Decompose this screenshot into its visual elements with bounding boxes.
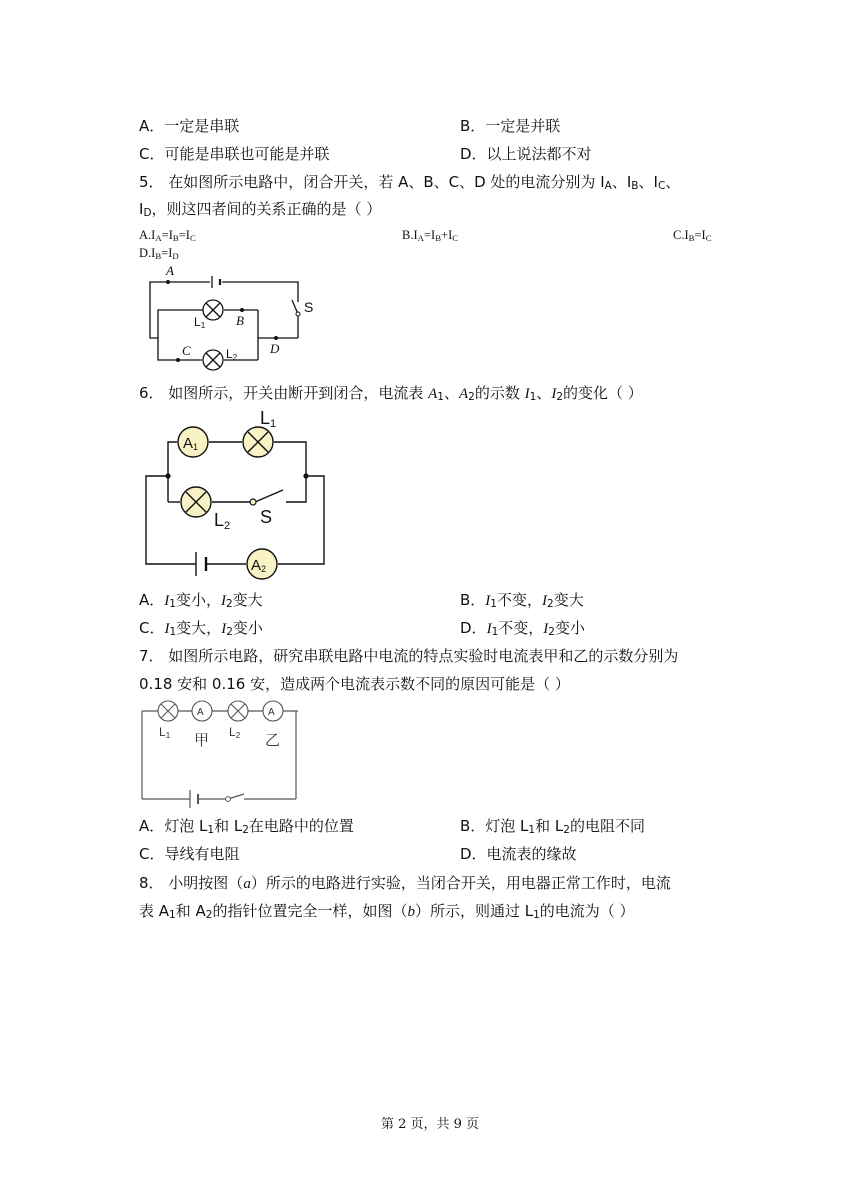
q5-option-b: $B.I_A=I_B+I_C$	[402, 228, 459, 243]
q5-circuit-figure	[138, 262, 318, 374]
q4-option-b: B．一定是并联	[460, 117, 561, 135]
q8-question-line2: 表 $A_1$和 $A_2$的指针位置完全一样，如图（b）所示，则通过 $L_1$的电流为（ ）	[139, 902, 635, 921]
q7-fig-label-jia: 甲	[194, 731, 210, 749]
q5-question-line1: 5． 在如图所示电路中，闭合开关，若 A、B、C、D 处的电流分别为 $I_A$、$I_B$、$I_C$、	[139, 173, 681, 192]
q4-option-a: A．一定是串联	[139, 117, 240, 135]
q6-circuit-figure	[140, 406, 330, 586]
q6-option-a: A．$I_1$变小，$I_2$变大	[139, 591, 263, 610]
q7-fig-ammeter-jia-symbol: A	[197, 707, 204, 718]
q5-option-c: $C.I_B=I_C$	[673, 228, 712, 243]
q6-fig-ammeter-a2: A2	[251, 557, 267, 574]
q5-fig-label-a: A	[166, 263, 174, 278]
q8-question-line1: 8． 小明按图（a）所示的电路进行实验，当闭合开关，用电器正常工作时，电流	[139, 874, 671, 892]
page-footer: 第 2 页，共 9 页	[380, 1117, 480, 1132]
q7-option-a: A．灯泡 $L_1$和 $L_2$在电路中的位置	[139, 817, 354, 836]
q7-option-d: D．电流表的缘故	[460, 845, 577, 863]
q5-fig-label-b: B	[236, 313, 244, 328]
q7-option-b: B．灯泡 $L_1$和 $L_2$的电阻不同	[460, 817, 645, 836]
q6-fig-label-s: S	[260, 507, 273, 527]
q7-fig-label-yi: 乙	[265, 731, 281, 749]
q7-fig-label-l1: L1	[159, 725, 171, 740]
q5-fig-label-d: D	[270, 341, 280, 356]
q4-option-d: D．以上说法都不对	[460, 145, 592, 163]
q5-fig-label-s: S	[304, 299, 314, 315]
q5-question-line2: $I_D$，则这四者间的关系正确的是（ ）	[139, 200, 382, 219]
q7-fig-label-l2: L2	[229, 725, 241, 740]
q5-option-d: $D.I_B=I_D$	[139, 246, 179, 261]
q7-question-line1: 7． 如图所示电路，研究串联电路中电流的特点实验时电流表甲和乙的示数分别为	[139, 647, 679, 665]
q6-question: 6． 如图所示，开关由断开到闭合，电流表 $A_1$、$A_2$的示数 $I_1$、$I_2$的变化（ ）	[139, 384, 643, 403]
q4-option-c: C．可能是串联也可能是并联	[139, 145, 330, 163]
q5-fig-label-l2: L2	[226, 347, 238, 362]
q6-fig-label-l1: L1	[260, 408, 277, 430]
q6-option-c: C．$I_1$变大，$I_2$变小	[139, 619, 263, 638]
q5-fig-label-c: C	[182, 343, 191, 358]
q7-option-c: C．导线有电阻	[139, 845, 240, 863]
q7-circuit-figure	[140, 698, 302, 808]
q5-fig-label-l1: L1	[194, 315, 206, 330]
q6-fig-ammeter-a1: A1	[183, 435, 199, 452]
q7-question-line2: 0.18 安和 0.16 安，造成两个电流表示数不同的原因可能是（ ）	[139, 675, 570, 693]
q6-option-b: B．$I_1$不变，$I_2$变大	[460, 591, 584, 610]
q6-fig-label-l2: L2	[214, 510, 231, 532]
q7-fig-ammeter-yi-symbol: A	[268, 707, 275, 718]
q6-option-d: D．$I_1$不变，$I_2$变小	[460, 619, 585, 638]
q5-option-a: $A.I_A=I_B=I_C$	[139, 228, 196, 243]
